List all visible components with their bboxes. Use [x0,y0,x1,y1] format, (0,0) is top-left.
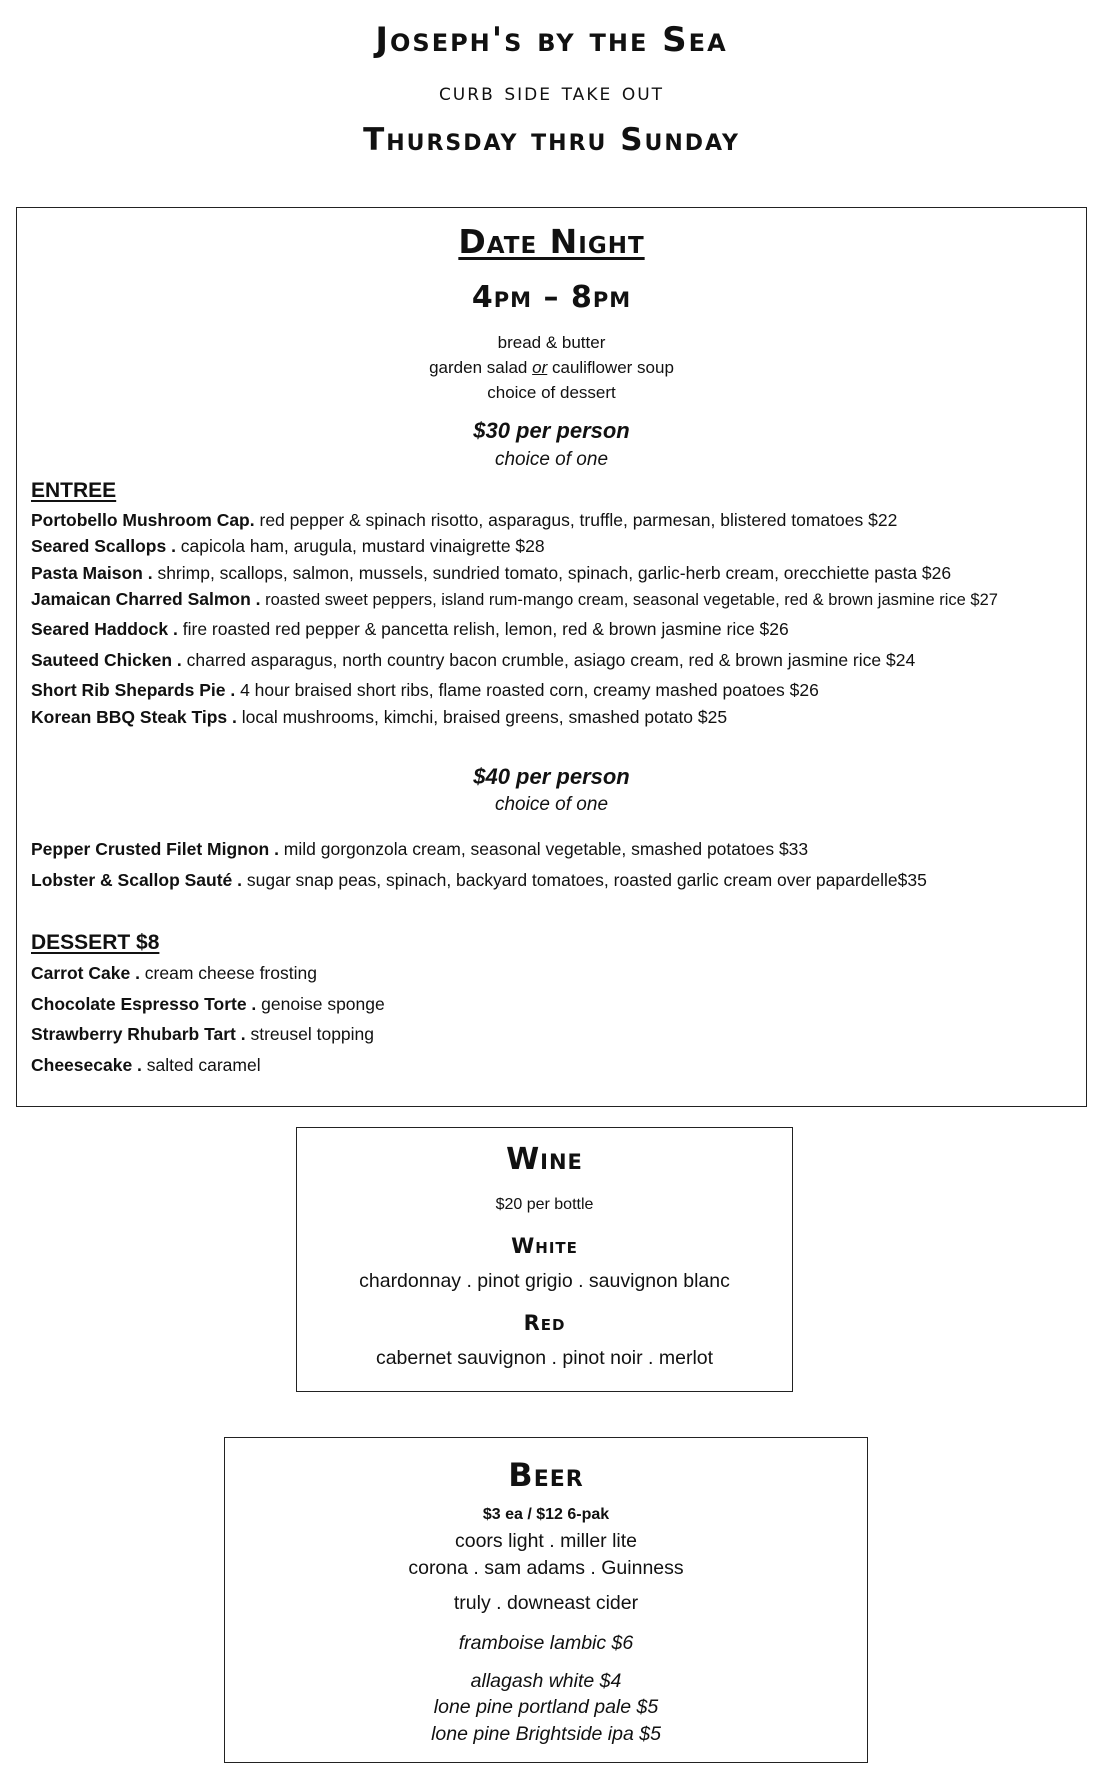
premium-item [31,839,1076,860]
beer-special: allagash white $4 [470,1670,622,1692]
white-wine-list: chardonnay . pinot grigio . sauvignon blanc [359,1270,730,1292]
beer-special: lone pine Brightside ipa $5 [431,1723,661,1745]
entree-item [31,563,1076,584]
beer-line: corona . sam adams . Guinness [408,1557,684,1579]
entree-desc: 4 hour braised short ribs, flame roasted corn, creamy mashed poatoes $26 [235,680,819,700]
date-night-hours: 4pm – 8pm [471,280,632,315]
beer-price: $3 ea / $12 6-pak [482,1506,610,1523]
entree-heading: ENTREE [31,479,117,502]
entree-name: Jamaican Charred Salmon . [31,589,261,609]
includes-dessert: choice of dessert [487,383,616,402]
dessert-name: Strawberry Rhubarb Tart . [31,1024,246,1044]
dessert-name: Cheesecake . [31,1055,142,1075]
entree-desc: fire roasted red pepper & pancetta relish, lemon, red & brown jasmine rice $26 [177,619,789,639]
entree-desc: capicola ham, arugula, mustard vinaigrette $28 [175,536,545,556]
dessert-heading: DESSERT $8 [31,931,160,954]
entree-item [31,536,1076,557]
includes-salad: garden salad [429,358,528,377]
date-night-menu [16,207,1087,1107]
includes-salad-or-soup [17,355,1086,380]
dessert-item [31,994,1076,1015]
entree-name: Seared Haddock . [31,619,178,639]
premium-desc: sugar snap peas, spinach, backyard tomatoes, roasted garlic cream over papardelle$35 [242,870,927,890]
entree-desc: red pepper & spinach risotto, asparagus, truffle, parmesan, blistered tomatoes $22 [254,510,898,530]
entree-desc: shrimp, scallops, salmon, mussels, sundried tomato, spinach, garlic-herb cream, orecchiette pasta $26 [152,563,952,583]
includes-or: or [532,358,548,377]
dessert-desc: genoise sponge [256,994,385,1014]
includes-soup: cauliflower soup [552,358,674,377]
entree-name: Pasta Maison . [31,563,153,583]
tier1-price: $30 per person [473,418,630,443]
beer-title: Beer [508,1456,584,1494]
tier1-note: choice of one [494,449,609,470]
entree-desc: local mushrooms, kimchi, braised greens, smashed potato $25 [236,707,728,727]
dessert-name: Chocolate Espresso Torte . [31,994,257,1014]
premium-item [31,870,1076,891]
beer-menu [224,1437,868,1763]
entree-name: Short Rib Shepards Pie . [31,680,236,700]
entree-item [31,680,1076,701]
wine-menu [296,1127,793,1392]
red-wine-heading: Red [523,1311,566,1335]
entree-name: Sauteed Chicken . [31,650,182,670]
dessert-name: Carrot Cake . [31,963,140,983]
wine-price: $20 per bottle [495,1196,594,1213]
entree-item [31,707,1076,728]
restaurant-name: Joseph's by the Sea [375,20,728,60]
entree-desc: roasted sweet peppers, island rum-mango cream, seasonal vegetable, red & brown jasmine rice $27 [260,591,998,609]
entree-name: Portobello Mushroom Cap. [31,510,255,530]
beer-line: truly . downeast cider [453,1592,639,1614]
dessert-item [31,1055,1076,1076]
entree-item [31,619,1076,640]
entree-desc: charred asparagus, north country bacon crumble, asiago cream, red & brown jasmine rice $24 [181,650,916,670]
dessert-item [31,963,1076,984]
premium-desc: mild gorgonzola cream, seasonal vegetable, smashed potatoes $33 [278,839,809,859]
premium-name: Pepper Crusted Filet Mignon . [31,839,279,859]
entree-name: Seared Scallops . [31,536,176,556]
beer-special: lone pine portland pale $5 [433,1696,659,1718]
service-type: curb side take out [438,78,665,106]
wine-title: Wine [506,1142,583,1177]
dessert-desc: streusel topping [245,1024,375,1044]
service-days: Thursday thru Sunday [363,122,740,158]
entree-item [31,589,1076,610]
red-wine-list: cabernet sauvignon . pinot noir . merlot [375,1347,714,1369]
beer-line: coors light . miller lite [454,1530,638,1552]
white-wine-heading: White [511,1234,578,1258]
tier2-note: choice of one [494,794,609,815]
entree-item [31,510,1076,531]
dessert-desc: cream cheese frosting [139,963,317,983]
includes-bread: bread & butter [497,333,606,352]
tier2-price: $40 per person [473,764,630,789]
dessert-desc: salted caramel [141,1055,261,1075]
entree-item [31,650,1076,671]
premium-name: Lobster & Scallop Sauté . [31,870,243,890]
date-night-title: Date Night [458,222,645,261]
beer-special: framboise lambic $6 [458,1632,634,1654]
entree-name: Korean BBQ Steak Tips . [31,707,237,727]
dessert-item [31,1024,1076,1045]
